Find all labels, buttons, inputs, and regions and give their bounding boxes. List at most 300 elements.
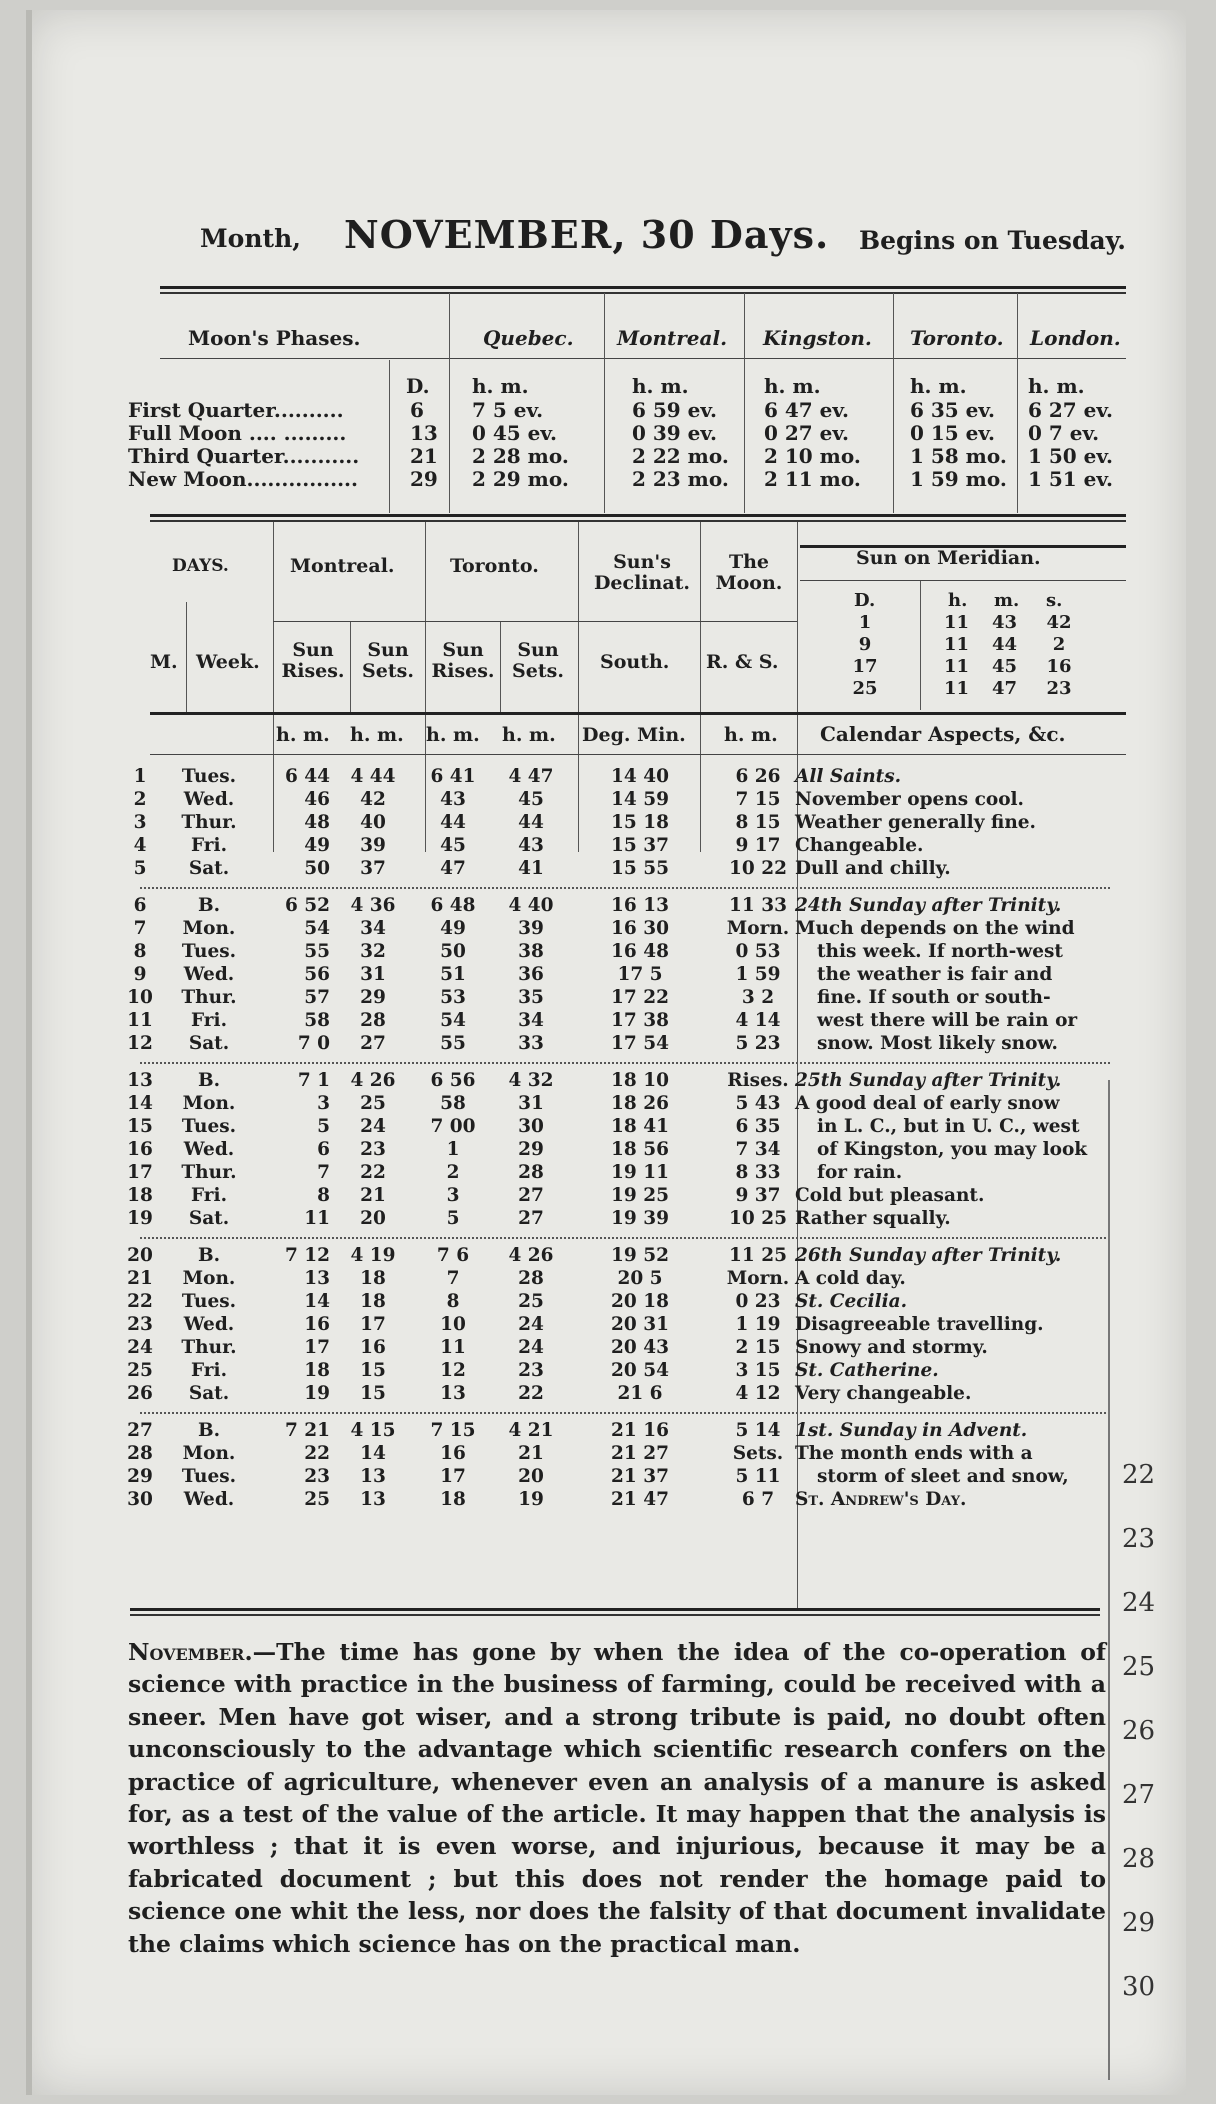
montreal-sets: 28 <box>360 1010 386 1031</box>
phase-london: 0 7 ev. <box>1028 421 1100 445</box>
toronto-sets: 28 <box>518 1268 544 1289</box>
moon-rs: 6 35 <box>735 1116 781 1137</box>
phase-toronto: 1 59 mo. <box>910 467 1007 491</box>
toronto-sets: 43 <box>518 835 544 856</box>
moon-rs: 5 23 <box>735 1033 781 1054</box>
moon-rs: 7 34 <box>735 1139 781 1160</box>
day-m: 2 <box>133 789 147 810</box>
page-title: NOVEMBER, 30 Days. <box>344 212 830 257</box>
day-week: Tues. <box>181 766 237 787</box>
toronto-col-heading: Toronto. <box>450 555 539 577</box>
calendar-aspect: this week. If north-west <box>817 941 1063 962</box>
mer-label-m: m. <box>994 590 1020 611</box>
calendar-aspect: Weather generally fine. <box>795 812 1036 833</box>
meridian-row <box>810 612 1130 634</box>
calendar-aspect: Dull and chilly. <box>795 858 951 879</box>
phase-toronto: 6 35 ev. <box>910 398 995 422</box>
mer-label-d: D. <box>854 590 876 611</box>
day-row-21 <box>120 1268 1130 1291</box>
montreal-rises: 8 <box>317 1185 330 1206</box>
montreal-rises: 49 <box>304 835 330 856</box>
toronto-rises: 16 <box>440 1443 466 1464</box>
day-row-19 <box>120 1208 1130 1231</box>
moon-rs: 4 12 <box>735 1383 781 1404</box>
day-m: 10 <box>127 987 153 1008</box>
day-row-4 <box>120 835 1130 858</box>
day-row-15 <box>120 1116 1130 1139</box>
toronto-sets: 19 <box>518 1489 544 1510</box>
day-week: Wed. <box>183 789 235 810</box>
day-row-1 <box>120 766 1130 789</box>
montreal-rises: 6 52 <box>284 895 330 916</box>
meridian-heading: Sun on Meridian. <box>856 547 1041 569</box>
sun-declination: 17 22 <box>611 987 669 1008</box>
unit-quebec: h. m. <box>472 374 529 398</box>
phases-units-row <box>128 374 1128 398</box>
montreal-col-heading: Montreal. <box>290 555 395 577</box>
phase-quebec: 2 28 mo. <box>472 444 569 468</box>
sun-declination: 16 13 <box>611 895 669 916</box>
phase-name: Full Moon .... ......... <box>128 421 347 445</box>
montreal-sets: 39 <box>360 835 386 856</box>
day-row-3 <box>120 812 1130 835</box>
mer-h: 11 <box>944 678 970 699</box>
mer-h: 11 <box>944 634 970 655</box>
mer-d: 1 <box>858 612 872 633</box>
toronto-sets: 4 40 <box>508 895 554 916</box>
montreal-rises: 14 <box>304 1291 330 1312</box>
meridian-head-rule <box>800 580 1126 581</box>
phase-montreal: 2 23 mo. <box>632 467 729 491</box>
meridian-row <box>810 678 1130 700</box>
south-heading: South. <box>600 651 670 673</box>
day-m: 22 <box>127 1291 153 1312</box>
moon-rs: Rises. <box>727 1070 789 1091</box>
mer-m: 44 <box>992 634 1018 655</box>
montreal-rises: 54 <box>304 918 330 939</box>
declin-heading: Sun's Declinat. <box>593 551 691 594</box>
toronto-sets: 4 21 <box>508 1420 554 1441</box>
toronto-rises: 2 <box>446 1162 460 1183</box>
toronto-rises: 6 56 <box>430 1070 476 1091</box>
phase-quebec: 2 29 mo. <box>472 467 569 491</box>
rs-heading: R. & S. <box>706 651 779 673</box>
toronto-rises: 44 <box>440 812 466 833</box>
tor-rises-heading: Sun Rises. <box>431 639 495 682</box>
day-week: B. <box>197 1420 221 1441</box>
phase-d: 21 <box>410 444 438 468</box>
day-row-30 <box>120 1489 1130 1512</box>
toronto-sets: 4 47 <box>508 766 554 787</box>
montreal-sets: 4 26 <box>350 1070 396 1091</box>
montreal-sets: 21 <box>360 1185 386 1206</box>
sun-declination: 17 54 <box>611 1033 669 1054</box>
phase-london: 1 51 ev. <box>1028 467 1113 491</box>
day-m: 15 <box>127 1116 153 1137</box>
sun-declination: 14 59 <box>611 789 669 810</box>
toronto-rises: 7 00 <box>430 1116 476 1137</box>
days-heading: DAYS. <box>172 556 229 576</box>
phase-quebec: 7 5 ev. <box>472 398 544 422</box>
montreal-heading: Montreal. <box>617 326 728 350</box>
montreal-rises: 19 <box>304 1383 330 1404</box>
calendar-aspect: in L. C., but in U. C., west <box>817 1116 1080 1137</box>
montreal-sets: 22 <box>360 1162 386 1183</box>
montreal-sets: 13 <box>360 1466 386 1487</box>
day-row-24 <box>120 1337 1130 1360</box>
day-row-8 <box>120 941 1130 964</box>
mer-m: 47 <box>992 678 1018 699</box>
moon-rs: Morn. <box>726 918 790 939</box>
day-row-18 <box>120 1185 1130 1208</box>
mont-sets-heading: Sun Sets. <box>362 639 414 682</box>
calendar-aspect: Cold but pleasant. <box>795 1185 985 1206</box>
moon-rs: 8 15 <box>735 812 781 833</box>
calendar-aspect: of Kingston, you may look <box>817 1139 1088 1160</box>
day-week: Sat. <box>188 1033 230 1054</box>
montreal-rises: 48 <box>304 812 330 833</box>
toronto-sets: 25 <box>518 1291 544 1312</box>
phases-top-rule <box>160 286 1126 289</box>
day-week: Mon. <box>182 918 236 939</box>
moon-rs: 3 2 <box>741 987 775 1008</box>
mer-m: 43 <box>992 612 1018 633</box>
phase-london: 1 50 ev. <box>1028 444 1113 468</box>
toronto-rises: 55 <box>440 1033 466 1054</box>
sun-declination: 16 30 <box>611 918 669 939</box>
sun-declination: 21 47 <box>611 1489 669 1510</box>
day-row-25 <box>120 1360 1130 1383</box>
margin-number: 26 <box>1122 1716 1156 1746</box>
montreal-sets: 17 <box>360 1314 386 1335</box>
hm-moon: h. m. <box>724 724 778 746</box>
mer-label-h: h. <box>948 590 968 611</box>
calendar-aspect: A cold day. <box>795 1268 906 1289</box>
day-row-7 <box>120 918 1130 941</box>
hm-mont-rises: h. m. <box>276 724 330 746</box>
toronto-rises: 13 <box>440 1383 466 1404</box>
sun-declination: 18 56 <box>611 1139 669 1160</box>
day-week: B. <box>197 1245 221 1266</box>
toronto-rises: 49 <box>440 918 466 939</box>
day-m: 5 <box>133 858 147 879</box>
phase-d: 6 <box>410 398 424 422</box>
day-week: Mon. <box>182 1268 236 1289</box>
montreal-sets: 25 <box>360 1093 386 1114</box>
montreal-rises: 13 <box>304 1268 330 1289</box>
phases-bottom-rule <box>150 514 1126 517</box>
toronto-sets: 30 <box>518 1116 544 1137</box>
hm-tor-sets: h. m. <box>502 724 556 746</box>
mer-m: 45 <box>992 656 1018 677</box>
moon-rs: 1 19 <box>735 1314 781 1335</box>
calendar-aspect: St. Andrew's Day. <box>795 1489 967 1510</box>
day-m: 20 <box>127 1245 153 1266</box>
calendar-aspect: St. Cecilia. <box>795 1291 908 1312</box>
day-week: B. <box>197 895 221 916</box>
phase-row <box>128 398 1128 422</box>
phase-name: First Quarter.......... <box>128 398 344 422</box>
phases-top-rule-2 <box>160 292 1126 294</box>
toronto-rises: 43 <box>440 789 466 810</box>
montreal-sets: 20 <box>360 1208 386 1229</box>
unit-kingston: h. m. <box>764 374 821 398</box>
margin-number: 22 <box>1122 1460 1156 1490</box>
week-separator <box>140 1062 1110 1064</box>
day-week: Fri. <box>190 1010 228 1031</box>
day-week: Tues. <box>181 1116 237 1137</box>
montreal-rises: 55 <box>304 941 330 962</box>
phase-d: 29 <box>410 467 438 491</box>
moon-rs: Morn. <box>726 1268 790 1289</box>
day-m: 7 <box>133 918 147 939</box>
toronto-sets: 41 <box>518 858 544 879</box>
toronto-rises: 54 <box>440 1010 466 1031</box>
phase-d: 13 <box>410 421 438 445</box>
mer-d: 9 <box>858 634 872 655</box>
sun-declination: 18 26 <box>611 1093 669 1114</box>
moon-rs: 6 26 <box>735 766 781 787</box>
montreal-rises: 6 <box>317 1139 330 1160</box>
moon-rs: 4 14 <box>735 1010 781 1031</box>
begins-label: Begins on Tuesday. <box>858 226 1126 255</box>
montreal-sets: 24 <box>360 1116 386 1137</box>
unit-montreal: h. m. <box>632 374 689 398</box>
kingston-heading: Kingston. <box>763 326 872 350</box>
phase-kingston: 2 10 mo. <box>764 444 861 468</box>
moon-rs: Sets. <box>732 1443 784 1464</box>
paragraph-lead: November. <box>128 1638 253 1666</box>
day-row-10 <box>120 987 1130 1010</box>
toronto-rises: 5 <box>446 1208 460 1229</box>
montreal-rises: 3 <box>317 1093 330 1114</box>
calendar-aspect: 25th Sunday after Trinity. <box>795 1070 1062 1091</box>
sun-declination: 21 16 <box>611 1420 669 1441</box>
calendar-aspect: Very changeable. <box>795 1383 972 1404</box>
sun-declination: 15 37 <box>611 835 669 856</box>
margin-number: 25 <box>1122 1652 1156 1682</box>
montreal-sets: 4 44 <box>350 766 396 787</box>
sun-declination: 14 40 <box>611 766 669 787</box>
montreal-rises: 46 <box>304 789 330 810</box>
montreal-rises: 23 <box>304 1466 330 1487</box>
day-week: Tues. <box>181 1466 237 1487</box>
montreal-rises: 50 <box>304 858 330 879</box>
toronto-rises: 12 <box>440 1360 466 1381</box>
moon-rs: 0 23 <box>735 1291 781 1312</box>
montreal-rises: 22 <box>304 1443 330 1464</box>
table-head-rule <box>150 712 1126 715</box>
day-week: Mon. <box>182 1443 236 1464</box>
montreal-sets: 37 <box>360 858 386 879</box>
unit-toronto: h. m. <box>910 374 967 398</box>
phase-toronto: 0 15 ev. <box>910 421 995 445</box>
sun-declination: 21 37 <box>611 1466 669 1487</box>
moon-rs: 5 43 <box>735 1093 781 1114</box>
sun-declination: 17 5 <box>617 964 663 985</box>
calendar-aspect: Rather squally. <box>795 1208 951 1229</box>
november-paragraph <box>128 1636 1106 1960</box>
table-bottom-rule <box>130 1608 1100 1611</box>
day-row-13 <box>120 1070 1130 1093</box>
table-bottom-rule-2 <box>130 1614 1100 1616</box>
toronto-sets: 20 <box>518 1466 544 1487</box>
day-row-9 <box>120 964 1130 987</box>
phase-quebec: 0 45 ev. <box>472 421 557 445</box>
toronto-rises: 3 <box>446 1185 460 1206</box>
montreal-rises: 25 <box>304 1489 330 1510</box>
day-row-29 <box>120 1466 1130 1489</box>
day-row-2 <box>120 789 1130 812</box>
toronto-sets: 31 <box>518 1093 544 1114</box>
sun-declination: 15 55 <box>611 858 669 879</box>
montreal-rises: 7 12 <box>284 1245 330 1266</box>
calendar-aspect: Much depends on the wind <box>795 918 1075 939</box>
day-row-14 <box>120 1093 1130 1116</box>
day-week: Sat. <box>188 1383 230 1404</box>
mer-s: 16 <box>1046 656 1072 677</box>
toronto-rises: 6 41 <box>430 766 476 787</box>
montreal-sets: 42 <box>360 789 386 810</box>
mer-label-s: s. <box>1046 590 1063 611</box>
day-row-17 <box>120 1162 1130 1185</box>
montreal-sets: 32 <box>360 941 386 962</box>
sun-declination: 19 52 <box>611 1245 669 1266</box>
calendar-aspect: Disagreeable travelling. <box>795 1314 1044 1335</box>
moon-rs: 10 22 <box>729 858 787 879</box>
montreal-sets: 16 <box>360 1337 386 1358</box>
day-week: Fri. <box>190 835 228 856</box>
day-m: 1 <box>133 766 147 787</box>
montreal-sets: 40 <box>360 812 386 833</box>
calendar-aspect: St. Catherine. <box>795 1360 939 1381</box>
day-week: B. <box>197 1070 221 1091</box>
toronto-rises: 50 <box>440 941 466 962</box>
day-m: 12 <box>127 1033 153 1054</box>
day-week: Sat. <box>188 858 230 879</box>
montreal-sets: 4 15 <box>350 1420 396 1441</box>
montreal-rises: 5 <box>317 1116 330 1137</box>
aspects-heading: Calendar Aspects, &c. <box>820 722 1066 746</box>
vrule-tor-mid <box>500 622 501 714</box>
moon-rs: 11 33 <box>729 895 787 916</box>
day-m: 27 <box>127 1420 153 1441</box>
day-row-6 <box>120 895 1130 918</box>
montreal-sets: 27 <box>360 1033 386 1054</box>
hm-tor-rises: h. m. <box>426 724 480 746</box>
vrule-mont-mid <box>350 622 351 714</box>
montreal-rises: 16 <box>304 1314 330 1335</box>
montreal-sets: 4 36 <box>350 895 396 916</box>
mer-d: 25 <box>852 678 878 699</box>
margin-number: 29 <box>1122 1908 1156 1938</box>
toronto-sets: 24 <box>518 1337 544 1358</box>
unit-d: D. <box>406 374 430 398</box>
day-week: Wed. <box>183 1139 235 1160</box>
mer-h: 11 <box>944 656 970 677</box>
calendar-aspect: Snowy and stormy. <box>795 1337 988 1358</box>
margin-number: 27 <box>1122 1780 1156 1810</box>
day-week: Sat. <box>188 1208 230 1229</box>
degmin-label: Deg. Min. <box>582 724 686 746</box>
moon-rs: 6 7 <box>741 1489 775 1510</box>
margin-number: 24 <box>1122 1588 1156 1618</box>
toronto-sets: 28 <box>518 1162 544 1183</box>
montreal-sets: 31 <box>360 964 386 985</box>
moon-rs: 0 53 <box>735 941 781 962</box>
day-row-12 <box>120 1033 1130 1056</box>
units-rule <box>150 754 1126 755</box>
calendar-aspect: snow. Most likely snow. <box>817 1033 1058 1054</box>
toronto-sets: 29 <box>518 1139 544 1160</box>
toronto-rises: 1 <box>446 1139 460 1160</box>
sun-declination: 20 5 <box>617 1268 663 1289</box>
phase-montreal: 2 22 mo. <box>632 444 729 468</box>
phase-kingston: 0 27 ev. <box>764 421 849 445</box>
day-m: 29 <box>127 1466 153 1487</box>
toronto-rises: 10 <box>440 1314 466 1335</box>
day-m: 25 <box>127 1360 153 1381</box>
day-m: 3 <box>133 812 147 833</box>
toronto-rises: 51 <box>440 964 466 985</box>
calendar-aspect: fine. If south or south- <box>817 987 1051 1008</box>
toronto-rises: 7 6 <box>436 1245 470 1266</box>
sun-declination: 18 41 <box>611 1116 669 1137</box>
hm-mont-sets: h. m. <box>350 724 404 746</box>
day-row-26 <box>120 1383 1130 1406</box>
montreal-rises: 18 <box>304 1360 330 1381</box>
day-m: 9 <box>133 964 147 985</box>
toronto-sets: 38 <box>518 941 544 962</box>
calendar-aspect: The month ends with a <box>795 1443 1033 1464</box>
quebec-heading: Quebec. <box>483 326 574 350</box>
toronto-sets: 21 <box>518 1443 544 1464</box>
calendar-aspect: 1st. Sunday in Advent. <box>795 1420 1028 1441</box>
day-m: 13 <box>127 1070 153 1091</box>
montreal-rises: 58 <box>304 1010 330 1031</box>
day-m: 23 <box>127 1314 153 1335</box>
margin-number: 28 <box>1122 1844 1156 1874</box>
day-week: Tues. <box>181 1291 237 1312</box>
day-week: Mon. <box>182 1093 236 1114</box>
meridian-labels <box>810 590 1130 612</box>
toronto-rises: 58 <box>440 1093 466 1114</box>
day-m: 24 <box>127 1337 153 1358</box>
sun-declination: 20 18 <box>611 1291 669 1312</box>
day-week: Wed. <box>183 1314 235 1335</box>
phases-bottom-rule-2 <box>150 520 1126 522</box>
toronto-rises: 47 <box>440 858 466 879</box>
moon-rs: 3 15 <box>735 1360 781 1381</box>
mer-d: 17 <box>852 656 878 677</box>
montreal-rises: 6 44 <box>284 766 330 787</box>
sun-declination: 20 31 <box>611 1314 669 1335</box>
week-separator <box>140 1412 1110 1414</box>
day-week: Thur. <box>181 1337 237 1358</box>
sun-declination: 20 54 <box>611 1360 669 1381</box>
day-week: Wed. <box>183 964 235 985</box>
moon-rs: 9 37 <box>735 1185 781 1206</box>
calendar-aspect: 24th Sunday after Trinity. <box>795 895 1062 916</box>
day-row-5 <box>120 858 1130 881</box>
montreal-sets: 15 <box>360 1383 386 1404</box>
toronto-rises: 17 <box>440 1466 466 1487</box>
montreal-rises: 57 <box>304 987 330 1008</box>
day-row-22 <box>120 1291 1130 1314</box>
calendar-aspect: storm of sleet and snow, <box>817 1466 1069 1487</box>
day-m: 11 <box>127 1010 153 1031</box>
day-week: Fri. <box>190 1360 228 1381</box>
